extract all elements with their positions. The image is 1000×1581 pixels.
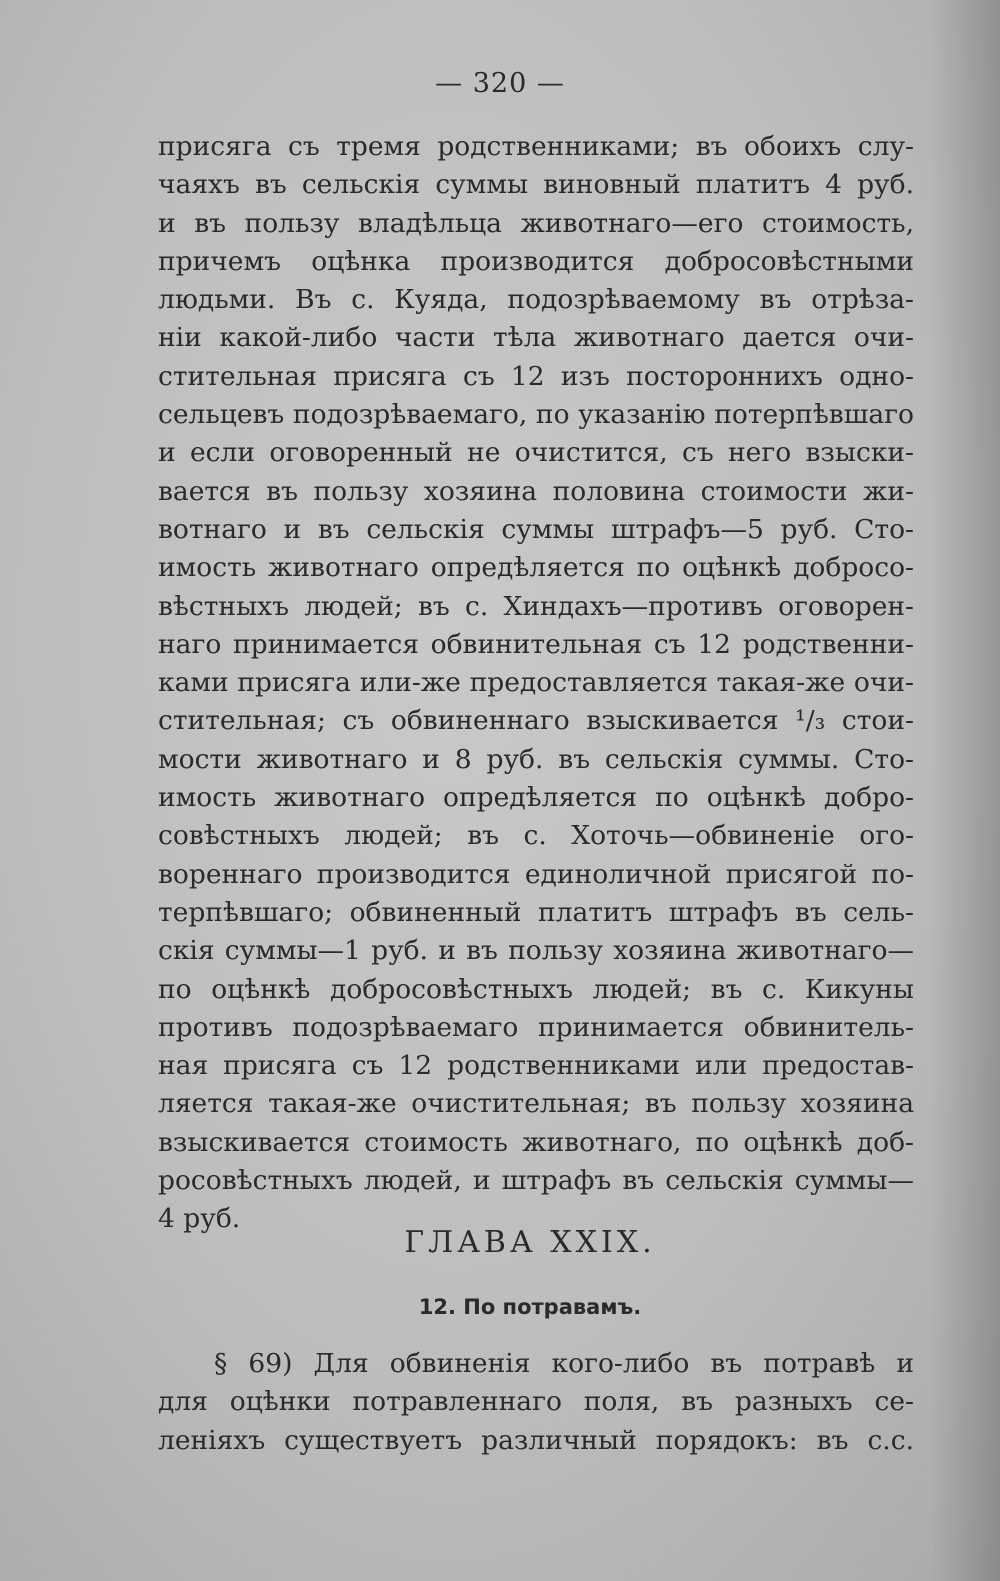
- text-line: ками присяга или-же предоставляется такая-же очи-: [158, 667, 914, 699]
- text-line: вѣстныхъ людей; въ с. Хиндахъ—противъ оговорен-: [158, 590, 914, 622]
- text-line: вотнаго и въ сельскія суммы штрафъ—5 руб. Сто-: [158, 513, 914, 545]
- chapter-title: ГЛАВА XXIX.: [404, 1225, 656, 1260]
- text-line: вореннаго производится единоличной присягой по-: [158, 858, 914, 890]
- text-line: присяга съ тремя родственниками; въ обоихъ слу-: [158, 131, 914, 162]
- text-line: и если оговоренный не очистится, съ него взыски-: [158, 437, 914, 469]
- text-line: взыскивается стоимость животнаго, по оцѣнкѣ доб-: [158, 1126, 914, 1158]
- text-line: противъ подозрѣваемаго принимается обвинитель-: [158, 1011, 914, 1043]
- text-line: 4 руб.: [158, 1203, 241, 1235]
- text-line: терпѣвшаго; обвиненный платитъ штрафъ въ сель-: [158, 896, 914, 928]
- text-line: для оцѣнки потравленнаго поля, въ разныхъ се-: [158, 1386, 914, 1418]
- text-line: чаяхъ въ сельскія суммы виновный платитъ 4 руб.: [158, 169, 914, 201]
- text-line: § 69) Для обвиненія кого-либо въ потравѣ и: [214, 1348, 914, 1379]
- text-line: совѣстныхъ людей; въ с. Хоточь—обвиненіе ого-: [158, 820, 914, 852]
- section-title: 12. По потравамъ.: [418, 1295, 642, 1319]
- body-paragraph: [158, 128, 914, 1239]
- text-line: причемъ оцѣнка производится добросовѣстными: [158, 245, 914, 277]
- text-line: скія суммы—1 руб. и въ пользу хозяина животнаго—: [158, 935, 914, 967]
- text-line: ніи какой-либо части тѣла животнаго дается очи-: [158, 322, 914, 354]
- text-line: и въ пользу владѣльца животнаго—его стоимость,: [158, 207, 914, 239]
- text-line: по оцѣнкѣ добросовѣстныхъ людей; въ с. Кикуны: [158, 973, 914, 1005]
- page-number: — 320 —: [435, 68, 565, 99]
- text-line: имость животнаго опредѣляется по оцѣнкѣ добро-: [158, 782, 914, 814]
- section-paragraph: [158, 1345, 914, 1460]
- text-line: сельцевъ подозрѣваемаго, по указанію потерпѣвшаго: [158, 399, 914, 431]
- text-line: ляется такая-же очистительная; въ пользу хозяина: [158, 1088, 914, 1120]
- text-line: стительная присяга съ 12 изъ постороннихъ одно-: [158, 360, 914, 392]
- text-line: леніяхъ существуетъ различный порядокъ: въ с.с.: [158, 1424, 914, 1456]
- text-line: росовѣстныхъ людей, и штрафъ въ сельскія суммы—: [158, 1165, 914, 1197]
- text-line: стительная; съ обвиненнаго взыскивается ¹/₃ стои-: [158, 705, 914, 737]
- text-line: имость животнаго опредѣляется по оцѣнкѣ добросо-: [158, 552, 914, 584]
- text-line: вается въ пользу хозяина половина стоимости жи-: [158, 475, 914, 507]
- text-line: наго принимается обвинительная съ 12 родственни-: [158, 628, 914, 660]
- text-line: ная присяга съ 12 родственниками или предостав-: [158, 1050, 914, 1082]
- text-line: мости животнаго и 8 руб. въ сельскія суммы. Сто-: [158, 743, 914, 775]
- text-line: людьми. Въ с. Куяда, подозрѣваемому въ отрѣза-: [158, 284, 914, 316]
